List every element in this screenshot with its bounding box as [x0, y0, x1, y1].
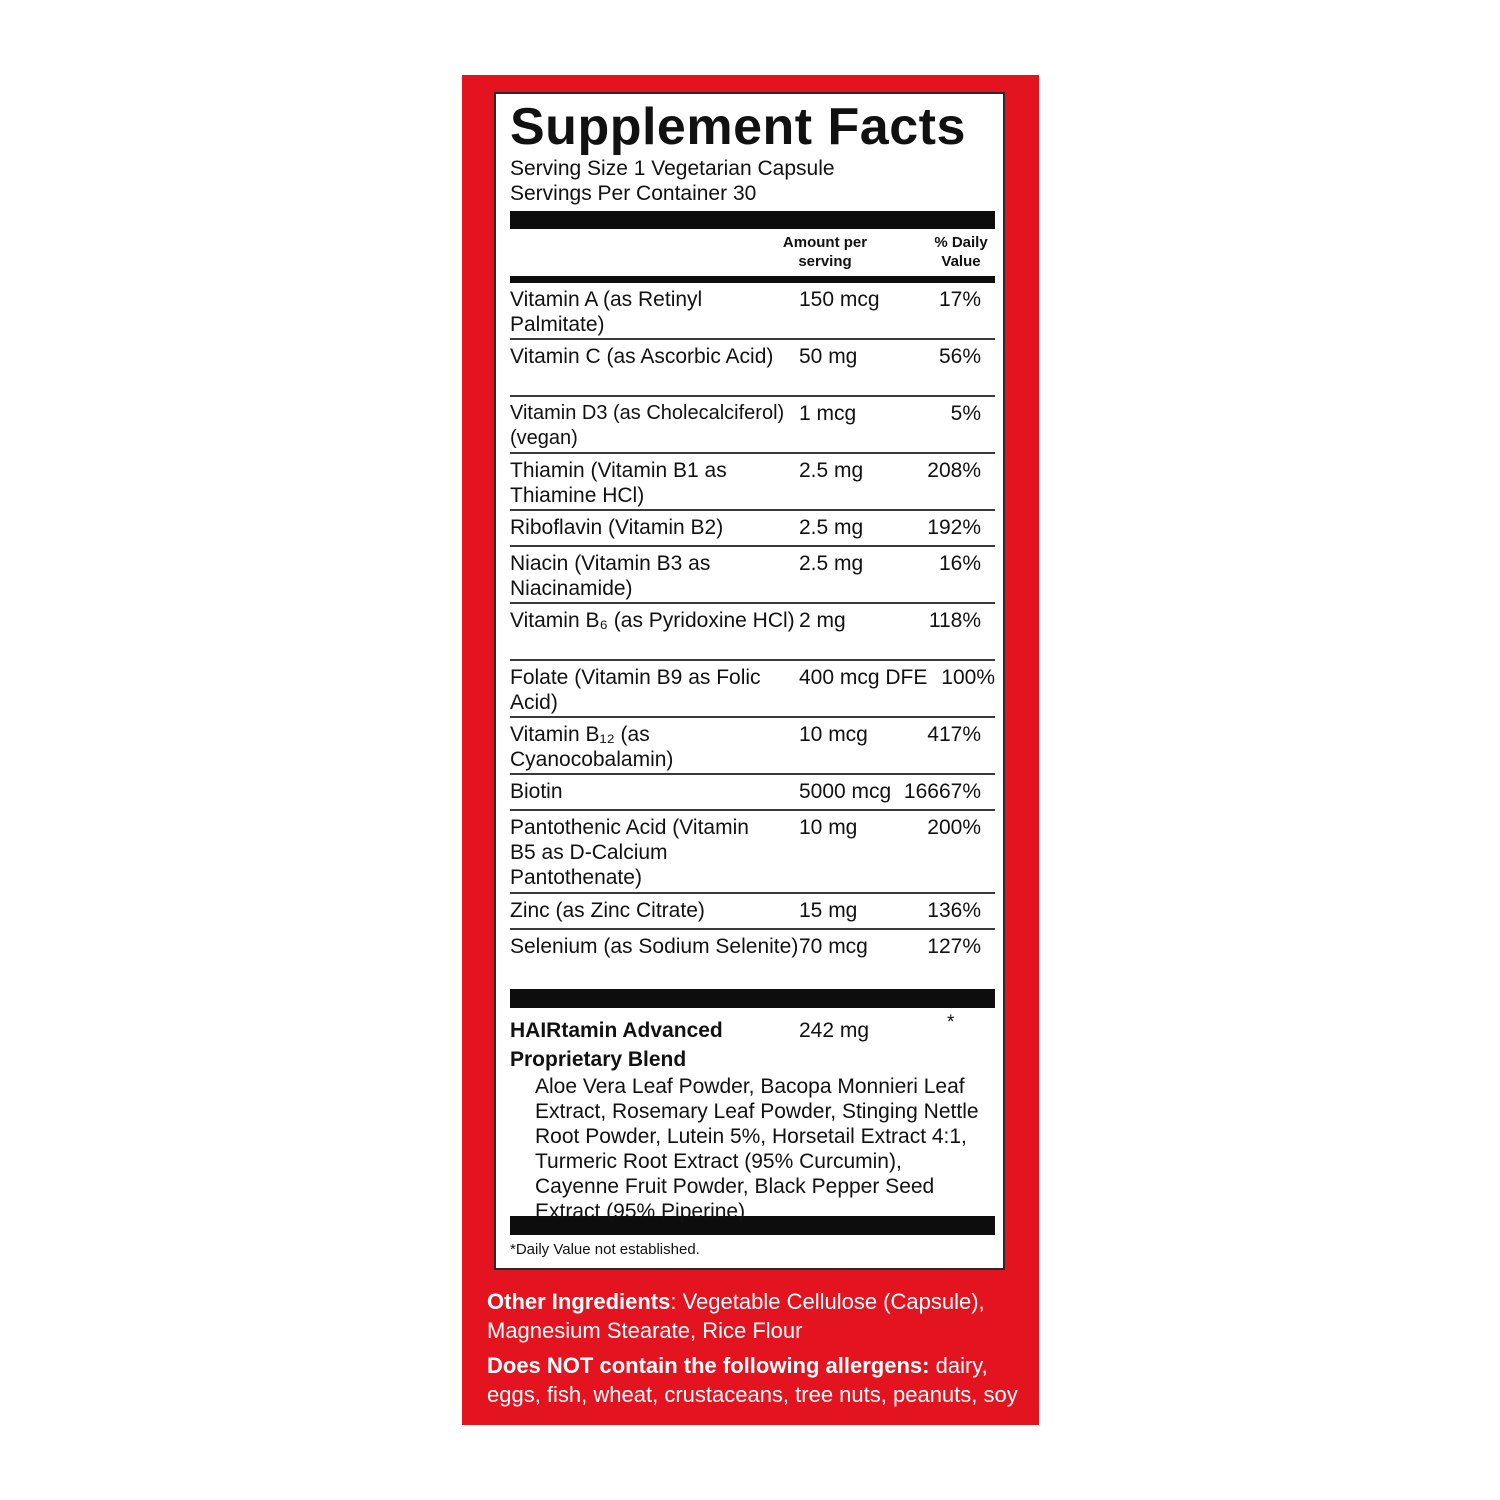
nutrient-row [510, 894, 995, 930]
supplement-facts-content [510, 98, 995, 1260]
nutrient-row [510, 811, 995, 894]
nutrient-name: Vitamin A (as Retinyl Palmitate) [510, 288, 703, 336]
other-ingredients-text: : Vegetable Cellulose (Capsule), Magnesium Stearate, Rice Flour [487, 1289, 985, 1343]
nutrient-name: Thiamin (Vitamin B1 as Thiamine HCl) [510, 459, 727, 507]
nutrient-name: Vitamin B₆ (as Pyridoxine HCl) [510, 609, 795, 632]
divider-medium [510, 276, 995, 283]
blend-ingredients: Aloe Vera Leaf Powder, Bacopa Monnieri Leaf Extract, Rosemary Leaf Powder, Stinging Nettle Root Powder, Lutein 5%, Horsetail Extract 4:1, Turmeric Root Extract (95% Curcumin), Cayenne Fruit Powder, Black Pepper Seed Extract (95% Piperine) [535, 1075, 979, 1223]
nutrient-row [510, 547, 995, 604]
nutrient-amount: 2.5 mg [799, 459, 864, 482]
nutrient-dv: 192% [927, 516, 981, 539]
nutrient-amount: 15 mg [799, 899, 858, 922]
nutrient-row [510, 718, 995, 775]
nutrient-amount: 1 mcg [799, 402, 857, 425]
nutrient-name: Vitamin D3 (as Cholecalciferol) (vegan) [510, 402, 785, 449]
nutrient-name: Folate (Vitamin B9 as Folic Acid) [510, 666, 761, 714]
nutrient-amount: 2.5 mg [799, 516, 864, 539]
nutrient-dv: 56% [938, 345, 981, 368]
nutrient-row [510, 511, 995, 547]
column-dv-header: % Daily Value [934, 234, 988, 270]
divider-thick [510, 989, 995, 1008]
nutrient-name: Vitamin C (as Ascorbic Acid) [510, 345, 774, 368]
nutrient-name: Selenium (as Sodium Selenite) [510, 935, 799, 958]
blend-amount: 242 mg [799, 1019, 870, 1042]
nutrient-amount: 2.5 mg [799, 552, 864, 575]
nutrient-amount: 400 mcg DFE [799, 666, 928, 689]
nutrient-name: Vitamin B₁₂ (as Cyanocobalamin) [510, 723, 674, 771]
serving-size: Serving Size 1 Vegetarian Capsule [510, 157, 835, 180]
daily-value-footnote: *Daily Value not established. [510, 1241, 700, 1258]
other-ingredients-label: Other Ingredients [487, 1289, 671, 1314]
nutrient-row [510, 283, 995, 340]
nutrient-row [510, 930, 995, 987]
nutrient-dv: 16% [938, 552, 981, 575]
nutrient-amount: 10 mcg [799, 723, 868, 746]
nutrient-dv: 127% [927, 935, 981, 958]
nutrient-dv: 417% [927, 723, 981, 746]
column-amount-header: Amount per serving [782, 234, 868, 270]
nutrient-row [510, 775, 995, 811]
proprietary-blend [510, 1008, 995, 1223]
nutrient-name: Niacin (Vitamin B3 as Niacinamide) [510, 552, 711, 600]
other-ingredients [487, 1287, 1035, 1345]
nutrient-dv: 16667% [903, 780, 981, 803]
blend-dv: * [947, 1012, 955, 1033]
nutrient-dv: 100% [941, 666, 995, 689]
nutrient-row [510, 397, 995, 454]
nutrient-row [510, 604, 995, 661]
nutrient-row [510, 454, 995, 511]
nutrient-amount: 70 mcg [799, 935, 868, 958]
nutrient-name: Biotin [510, 780, 563, 803]
nutrient-dv: 5% [950, 402, 981, 425]
servings-per-container: Servings Per Container 30 [510, 182, 757, 205]
allergen-statement [487, 1351, 1035, 1409]
nutrient-row [510, 661, 995, 718]
nutrient-amount: 150 mcg [799, 288, 880, 311]
nutrient-dv: 208% [927, 459, 981, 482]
column-header [510, 229, 995, 276]
supplement-facts-box [494, 92, 1005, 1270]
nutrient-amount: 50 mg [799, 345, 858, 368]
nutrient-amount: 5000 mcg [799, 780, 892, 803]
nutrient-dv: 200% [927, 816, 981, 839]
nutrient-dv: 136% [927, 899, 981, 922]
nutrient-amount: 2 mg [799, 609, 846, 632]
nutrient-amount: 10 mg [799, 816, 858, 839]
nutrient-name: Zinc (as Zinc Citrate) [510, 899, 705, 922]
nutrient-name: Riboflavin (Vitamin B2) [510, 516, 724, 539]
facts-title: Supplement Facts [510, 98, 966, 156]
nutrient-row [510, 340, 995, 397]
nutrient-name: Pantothenic Acid (Vitamin B5 as D-Calcium Pantothenate) [510, 816, 749, 889]
blend-name: HAIRtamin Advanced Proprietary Blend [510, 1019, 723, 1071]
allergens-label: Does NOT contain the following allergens: [487, 1353, 930, 1378]
allergens-text: dairy, eggs, fish, wheat, crustaceans, tree nuts, peanuts, soy [487, 1353, 1018, 1407]
nutrient-dv: 17% [938, 288, 981, 311]
divider-thick [510, 211, 995, 229]
nutrient-dv: 118% [928, 609, 981, 632]
